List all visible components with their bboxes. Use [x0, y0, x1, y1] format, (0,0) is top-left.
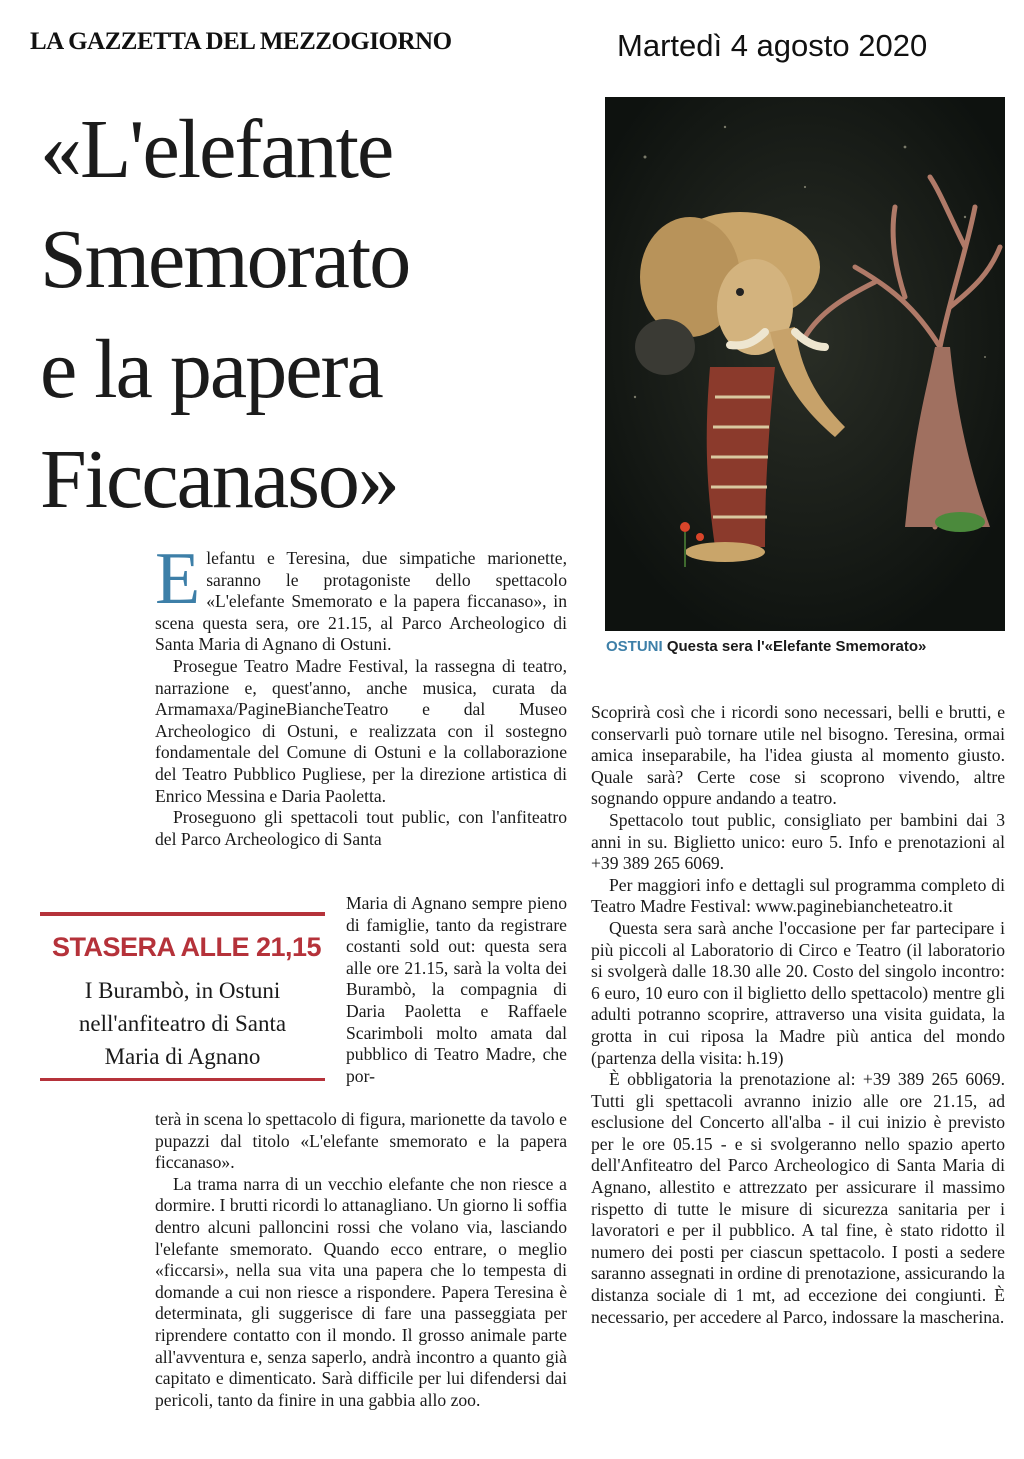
caption-text: Questa sera l'«Elefante Smemorato» — [666, 638, 927, 655]
headline-line-3: e la papera — [40, 323, 382, 416]
paragraph-1: Elefantu e Teresina, due simpatiche marionette, saranno le protagoniste dello spettacolo «L'elefante Smemorato e la papera ficcanaso», in scena questa sera, ore 21.15, al Parco Archeologico di Santa Maria di Agnano di Ostuni. — [155, 538, 567, 655]
headline-line-4: Ficcanaso» — [40, 433, 398, 526]
paragraph-3-end: terà in scena lo spettacolo di figura, marionette da tavolo e pupazzi dal titolo «L'elefante smemorato e la papera ficcanaso». — [155, 1109, 567, 1173]
paragraph-3-narrow: Maria di Agnano sempre pieno di famiglie, tanto da registrare costanti sold out: questa sera alle ore 21.15, sarà la volta dei Burambò, la compagnia di Daria Paoletta e Raffaele Scarimboli molto amata dal pubblico di Teatro Madre, che por- — [346, 893, 567, 1086]
article-photo — [605, 97, 1005, 631]
paragraph-r4: Questa sera sarà anche l'occasione per far partecipare i più piccoli al Laboratorio di Circo e Teatro (il laboratorio si svolgerà dalle 18.30 alle 20. Costo del singolo incontro: 6 euro, 10 euro con il biglietto dello spettacolo) mentre gli adulti potranno scoprire, attraverso una visita guidata, la grotta in cui riposa la Madre più antica del mondo (partenza della visita: h.19) — [591, 917, 1005, 1068]
paragraph-r1: Scoprirà così che i ricordi sono necessari, belli e brutti, e conservarli può tornare utile nel bisogno. Teresina, ormai amica inseparabile, ha l'idea giusta al momento giusto. Quale sarà? Certe cose si scoprono vivendo, altre sognando oppure andando a teatro. — [591, 702, 1005, 809]
paragraph-r2: Spettacolo tout public, consigliato per bambini dai 3 anni in su. Biglietto unico: euro 5. Info e prenotazioni al +39 389 265 6069. — [591, 809, 1005, 874]
paragraph-r3: Per maggiori info e dettagli sul programma completo di Teatro Madre Festival: www.paginebiancheteatro.it — [591, 874, 1005, 917]
photo-caption — [606, 638, 926, 655]
article-column-left-bottom — [155, 1109, 567, 1411]
paragraph-2: Prosegue Teatro Madre Festival, la rassegna di teatro, narrazione e, quest'anno, anche musica, curata da Armamaxa/PagineBiancheTeatro e dal Museo Archeologico di Ostuni, e realizzata con il sostegno fondamentale del Comune di Ostuni e la collaborazione del Teatro Pubblico Pugliese, per la direzione artistica di Enrico Messina e Daria Paoletta. — [155, 655, 567, 806]
sidebar-top-rule — [40, 912, 325, 916]
drop-cap: E — [155, 538, 201, 620]
article-column-left-top — [155, 538, 567, 850]
publication-date: Martedì 4 agosto 2020 — [617, 28, 928, 63]
sidebar-subtitle: I Burambò, in Ostuni nell'anfiteatro di Santa Maria di Agnano — [78, 978, 287, 1069]
caption-location: OSTUNI — [606, 638, 663, 655]
headline — [40, 95, 580, 535]
paragraph-3-start: Proseguono gli spettacoli tout public, con l'anfiteatro del Parco Archeologico di Santa — [155, 807, 567, 849]
sidebar-bottom-rule — [40, 1078, 325, 1081]
sidebar-box — [40, 912, 325, 1082]
sidebar-kicker: STASERA ALLE 21,15 — [52, 932, 322, 962]
headline-line-2: Smemorato — [40, 213, 410, 306]
article-column-left-narrow — [346, 893, 567, 1087]
masthead: LA GAZZETTA DEL MEZZOGIORNO — [30, 28, 452, 55]
paragraph-4: La trama narra di un vecchio elefante che non riesce a dormire. I brutti ricordi lo attanagliano. Un giorno li soffia dentro alcuni palloncini rossi che volano via, lasciando l'elefante smemorato. Quando ecco entrare, o meglio «ficcarsi», nella sua vita una papera che lo tempesta di domande a cui non riesce a rispondere. Papera Teresina è determinata, gli suggerisce di fare una passeggiata per riprendere contatto con il mondo. Il grosso animale parte all'avventura e, senza saperlo, andrà incontro a quanto già capitato e dimenticato. Sarà difficile per lui difendersi dai pericoli, tanto da finire in una gabbia allo zoo. — [155, 1173, 567, 1410]
elephant-illustration — [605, 97, 1005, 631]
paragraph-r5: È obbligatoria la prenotazione al: +39 389 265 6069. Tutti gli spettacoli avranno inizio alle ore 21.15, ad esclusione del Concerto all'alba - il cui inizio è previsto per le ore 05.15 - e si svolgeranno nello spazio aperto dell'Anfiteatro del Parco Archeologico di Santa Maria di Agnano, allestito e attrezzato per assicurare il massimo rispetto di tutte le misure di sicurezza sanitaria per i lavoratori e per il pubblico. A tal fine, è stato ridotto il numero dei posti per ciascun spettacolo. I posti a sedere saranno assegnati in ordine di prenotazione, assicurando la distanza sociale di 1 mt, ad eccezione dei congiunti. È necessario, per accedere al Parco, indossare la mascherina. — [591, 1069, 1005, 1327]
article-column-right — [591, 702, 1005, 1328]
headline-line-1: «L'elefante — [40, 103, 393, 196]
